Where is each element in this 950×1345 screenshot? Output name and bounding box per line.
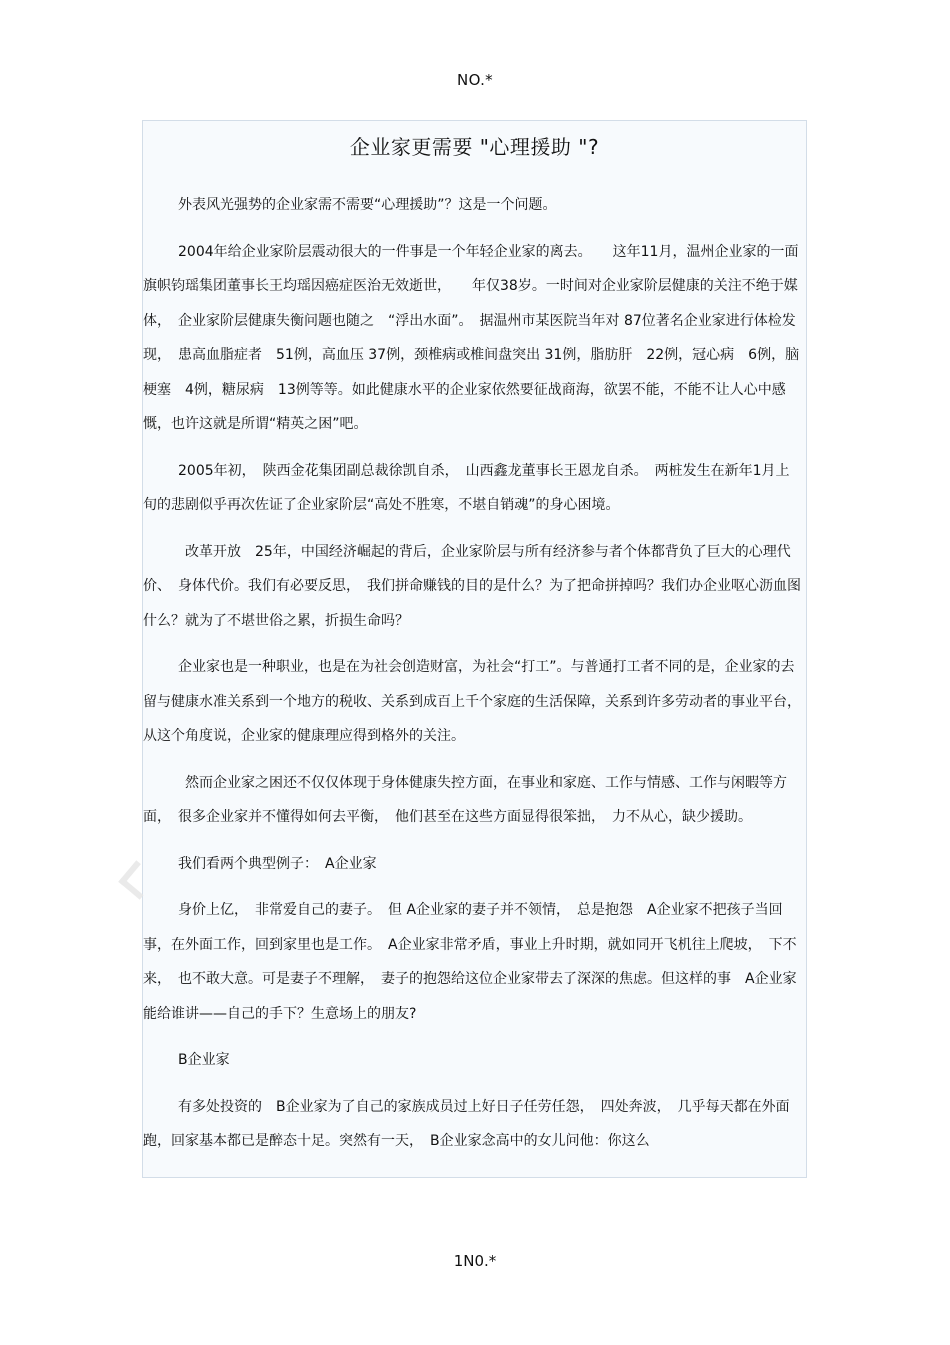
paragraph-profession: 企业家也是一种职业，也是在为社会创造财富，为社会“打工”。与普通打工者不同的是，企业家的去留与健康水准关系到一个地方的税收、关系到成百上千个家庭的生活保障，关系到许多劳动者的事业平台，从这个角度说，企业家的健康理应得到格外的关注。 (143, 659, 801, 744)
paragraph-case-a: 身价上亿， 非常爱自己的妻子。 但 A企业家的妻子并不领情， 总是抱怨 A企业家不把孩子当回事，在外面工作，回到家里也是工作。 A企业家非常矛盾，事业上升时期，就如同开飞机往上爬坡， 下不来， 也不敢大意。可是妻子不理解， 妻子的抱怨给这位企业家带去了深深的焦虑。但这样的事 A企业家能给谁讲——自己的手下？生意场上的朋友? (143, 902, 797, 1022)
article-title: 企业家更需要 "心理援助 "? (349, 135, 600, 159)
paragraph-2004: 2004年给企业家阶层震动很大的一件事是一个年轻企业家的离去。 这年11月，温州企业家的一面旗帜钧瑶集团董事长王均瑶因癌症医治无效逝世， 年仅38岁。一时间对企业家阶层健康的关注不绝于媒体， 企业家阶层健康失衡问题也随之 “浮出水面”。 据温州市某医院当年对 87位著名企业家进行体检发现， 患高血脂症者 51例，高血压 37例，颈椎病或椎间盘突出 31例，脂肪肝 22例，冠心病 6例，脑梗塞 4例，糖尿病 13例等等。如此健康水平的企业家依然要征战商海，欲罢不能，不能不让人心中感慨，也许这就是所谓“精英之困”吧。 (143, 243, 800, 432)
page-footer: 1N0.* (453, 1252, 497, 1270)
article-frame (142, 120, 807, 1178)
paragraph-examples: 我们看两个典型例子： A企业家 (178, 855, 377, 872)
paragraph-case-b-heading: B企业家 (178, 1052, 230, 1068)
page-header: NO.* (457, 71, 493, 89)
paragraph-balance: 然而企业家之困还不仅仅体现于身体健康失控方面，在事业和家庭、工作与情感、工作与闲暇等方面， 很多企业家并不懂得如何去平衡， 他们甚至在这些方面显得很笨拙， 力不从心，缺少援助。 (143, 774, 787, 825)
paragraph-intro: 外表风光强势的企业家需不需要“心理援助”？这是一个问题。 (178, 197, 557, 213)
paragraph-reform: 改革开放 25年，中国经济崛起的背后，企业家阶层与所有经济参与者个体都背负了巨大的心理代价、 身体代价。我们有必要反思， 我们拼命赚钱的目的是什么？为了把命拼掉吗？我们办企业呕心沥血图什么？就为了不堪世俗之累，折损生命吗？ (143, 543, 801, 629)
paragraph-2005: 2005年初， 陕西金花集团副总裁徐凯自杀， 山西鑫龙董事长王恩龙自杀。 两桩发生在新年1月上旬的悲剧似乎再次佐证了企业家阶层“高处不胜寒，不堪自销魂”的身心困境。 (143, 462, 790, 513)
paragraph-case-b: 有多处投资的 B企业家为了自己的家族成员过上好日子任劳任怨， 四处奔波， 几乎每天都在外面跑，回家基本都已是醉态十足。突然有一天， B企业家念高中的女儿问他：你这么 (143, 1098, 790, 1149)
